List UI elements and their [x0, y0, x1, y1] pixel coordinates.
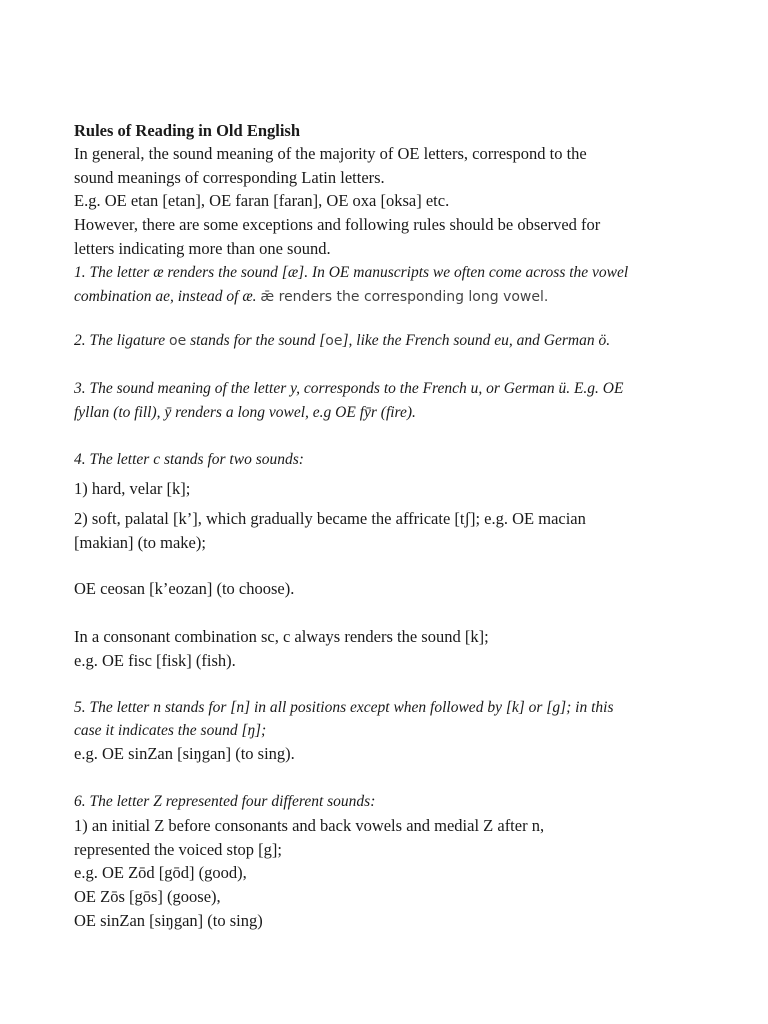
paragraph-line: OE sinZan [siŋgan] (to sing)	[74, 911, 263, 930]
rule-2-text: stands for the sound [	[186, 332, 326, 349]
paragraph-line: In a consonant combination sc, c always renders the sound [k];	[74, 627, 489, 646]
paragraph-line: However, there are some exceptions and following rules should be observed for	[74, 215, 601, 234]
paragraph-line: e.g. OE fisc [fisk] (fish).	[74, 651, 236, 670]
paragraph-line: letters indicating more than one sound.	[74, 239, 331, 258]
paragraph-line: OE ceosan [k’eozan] (to choose).	[74, 579, 295, 598]
document-title: Rules of Reading in Old English	[74, 121, 301, 140]
rule-4-heading: 4. The letter c stands for two sounds:	[74, 451, 304, 468]
rule-1-line: 1. The letter æ renders the sound [æ]. In OE manuscripts we often come across the vowel	[74, 264, 629, 281]
paragraph-line: [makian] (to make);	[74, 533, 206, 552]
ligature-oe: oe	[169, 333, 187, 349]
rule-6-heading: 6. The letter Z represented four different sounds:	[74, 793, 376, 810]
rule-5-line: case it indicates the sound [ŋ];	[74, 722, 267, 739]
rule-1-text: combination ae, instead of æ.	[74, 288, 257, 305]
paragraph-line: 2) soft, palatal [k’], which gradually became the affricate [tʃ]; e.g. OE macian	[74, 509, 586, 528]
paragraph-line: OE Zōs [gōs] (goose),	[74, 887, 221, 906]
rule-1-long-vowel-note: ǣ renders the corresponding long vowel.	[260, 289, 549, 305]
rule-2-text: ], like the French sound eu, and German ö.	[342, 332, 611, 349]
paragraph-line: sound meanings of corresponding Latin letters.	[74, 168, 385, 187]
paragraph-line: E.g. OE etan [etan], OE faran [faran], OE oxa [oksa] etc.	[74, 191, 450, 210]
paragraph-line: In general, the sound meaning of the majority of OE letters, correspond to the	[74, 144, 587, 163]
paragraph-line: 1) an initial Z before consonants and back vowels and medial Z after n,	[74, 816, 545, 835]
ligature-oe: oe	[325, 333, 343, 349]
rule-2-text: 2. The ligature	[74, 332, 170, 349]
paragraph-line: e.g. OE Zōd [gōd] (good),	[74, 863, 247, 882]
paragraph-line: represented the voiced stop [g];	[74, 840, 283, 859]
rule-3-line: fyllan (to fill), ȳ renders a long vowel, e.g OE fȳr (fire).	[74, 404, 416, 421]
paragraph-line: 1) hard, velar [k];	[74, 479, 191, 498]
rule-2-line	[74, 330, 714, 352]
rule-5-line: 5. The letter n stands for [n] in all positions except when followed by [k] or [g]; in this	[74, 699, 614, 716]
paragraph-line: e.g. OE sinZan [siŋgan] (to sing).	[74, 744, 295, 763]
rule-1-line	[74, 286, 714, 308]
rule-3-line: 3. The sound meaning of the letter y, corresponds to the French u, or German ü. E.g. OE	[74, 380, 624, 397]
